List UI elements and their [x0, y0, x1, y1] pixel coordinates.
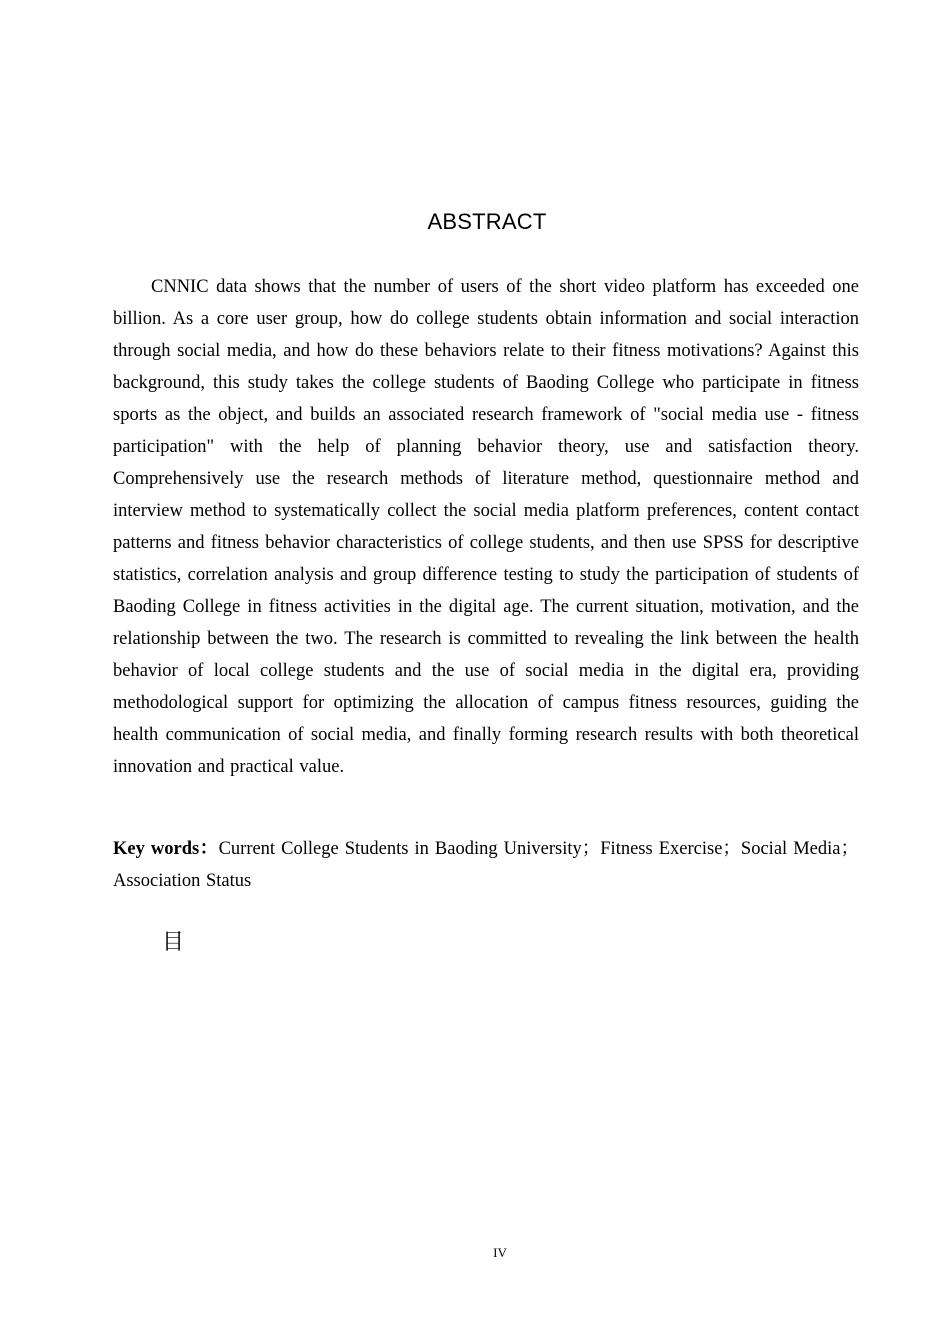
keywords-label: Key words： — [113, 839, 219, 859]
keywords-line — [113, 833, 859, 897]
page-number: IV — [493, 1245, 507, 1260]
abstract-paragraph: CNNIC data shows that the number of users of the short video platform has exceeded one billion. As a core user group, how do college students obtain information and social interaction through social media, and how do these behaviors relate to their fitness motivations? Against this background, this study takes the college students of Baoding College who participate in fitness sports as the object, and builds an associated research framework of "social media use - fitness participation" with the help of planning behavior theory, use and satisfaction theory. Comprehensively use the research methods of literature method, questionnaire method and interview method to systematically collect the social media platform preferences, content contact patterns and fitness behavior characteristics of college students, and then use SPSS for descriptive statistics, correlation analysis and group difference testing to study the participation of students of Baoding College in fitness activities in the digital age. The current situation, motivation, and the relationship between the two. The research is committed to revealing the link between the health behavior of local college students and the use of social media in the digital era, providing methodological support for optimizing the allocation of campus fitness resources, guiding the health communication of social media, and finally forming research results with both theoretical innovation and practical value. — [113, 277, 859, 777]
table-of-contents-heading: 目 — [162, 930, 185, 955]
abstract-heading: ABSTRACT — [427, 209, 547, 234]
keywords-text: Current College Students in Baoding University；Fitness Exercise；Social Media；Association Status — [113, 839, 859, 891]
